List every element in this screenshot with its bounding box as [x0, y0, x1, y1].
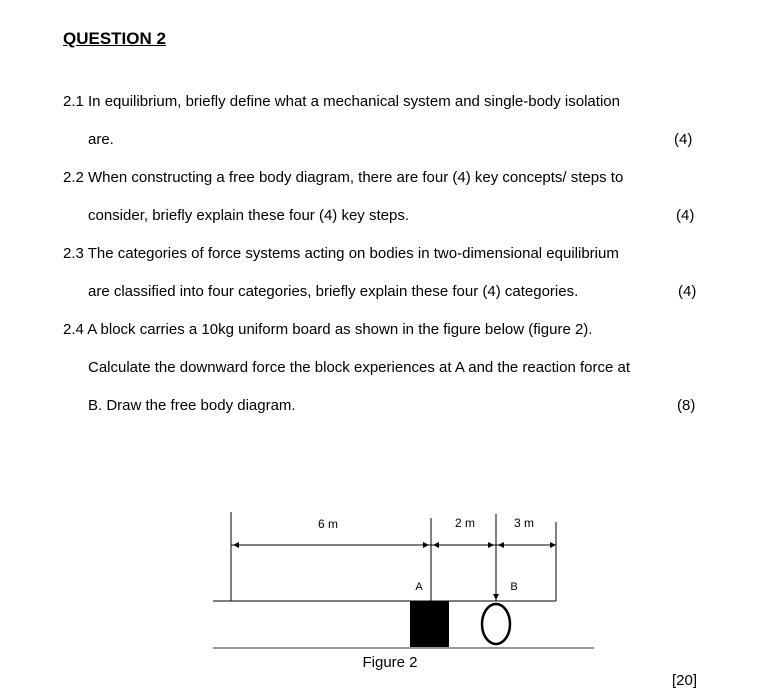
q21-line2: are. — [88, 131, 114, 148]
dim-label-6m: 6 m — [317, 517, 339, 531]
q22-line2: consider, briefly explain these four (4) key steps. — [88, 207, 409, 224]
point-a-label: A — [415, 581, 423, 593]
q22-marks: (4) — [676, 207, 695, 224]
q21-line1: 2.1 In equilibrium, briefly define what a mechanical system and single-body isolation — [63, 93, 620, 110]
q23-line2: are classified into four categories, briefly explain these four (4) categories. — [88, 283, 579, 300]
dim-label-3m: 3 m — [513, 516, 535, 530]
q21-marks: (4) — [674, 131, 693, 148]
question-title: QUESTION 2 — [63, 29, 166, 48]
q22-line1: 2.2 When constructing a free body diagram, there are four (4) key concepts/ steps to — [63, 169, 624, 186]
total-marks: [20] — [672, 672, 698, 689]
q23-marks: (4) — [678, 283, 697, 300]
q24-line2: Calculate the downward force the block experiences at A and the reaction force at — [88, 359, 630, 376]
q24-marks: (8) — [677, 397, 696, 414]
q24-line1: 2.4 A block carries a 10kg uniform board as shown in the figure below (figure 2). — [63, 321, 593, 338]
dim-label-2m: 2 m — [454, 516, 476, 530]
figure-caption: Figure 2 — [362, 654, 418, 671]
support-block — [410, 601, 449, 648]
roller-support — [482, 604, 510, 644]
q23-line1: 2.3 The categories of force systems acting on bodies in two-dimensional equilibrium — [63, 245, 619, 262]
q24-line3: B. Draw the free body diagram. — [88, 397, 296, 414]
point-b-label: B — [510, 581, 518, 593]
